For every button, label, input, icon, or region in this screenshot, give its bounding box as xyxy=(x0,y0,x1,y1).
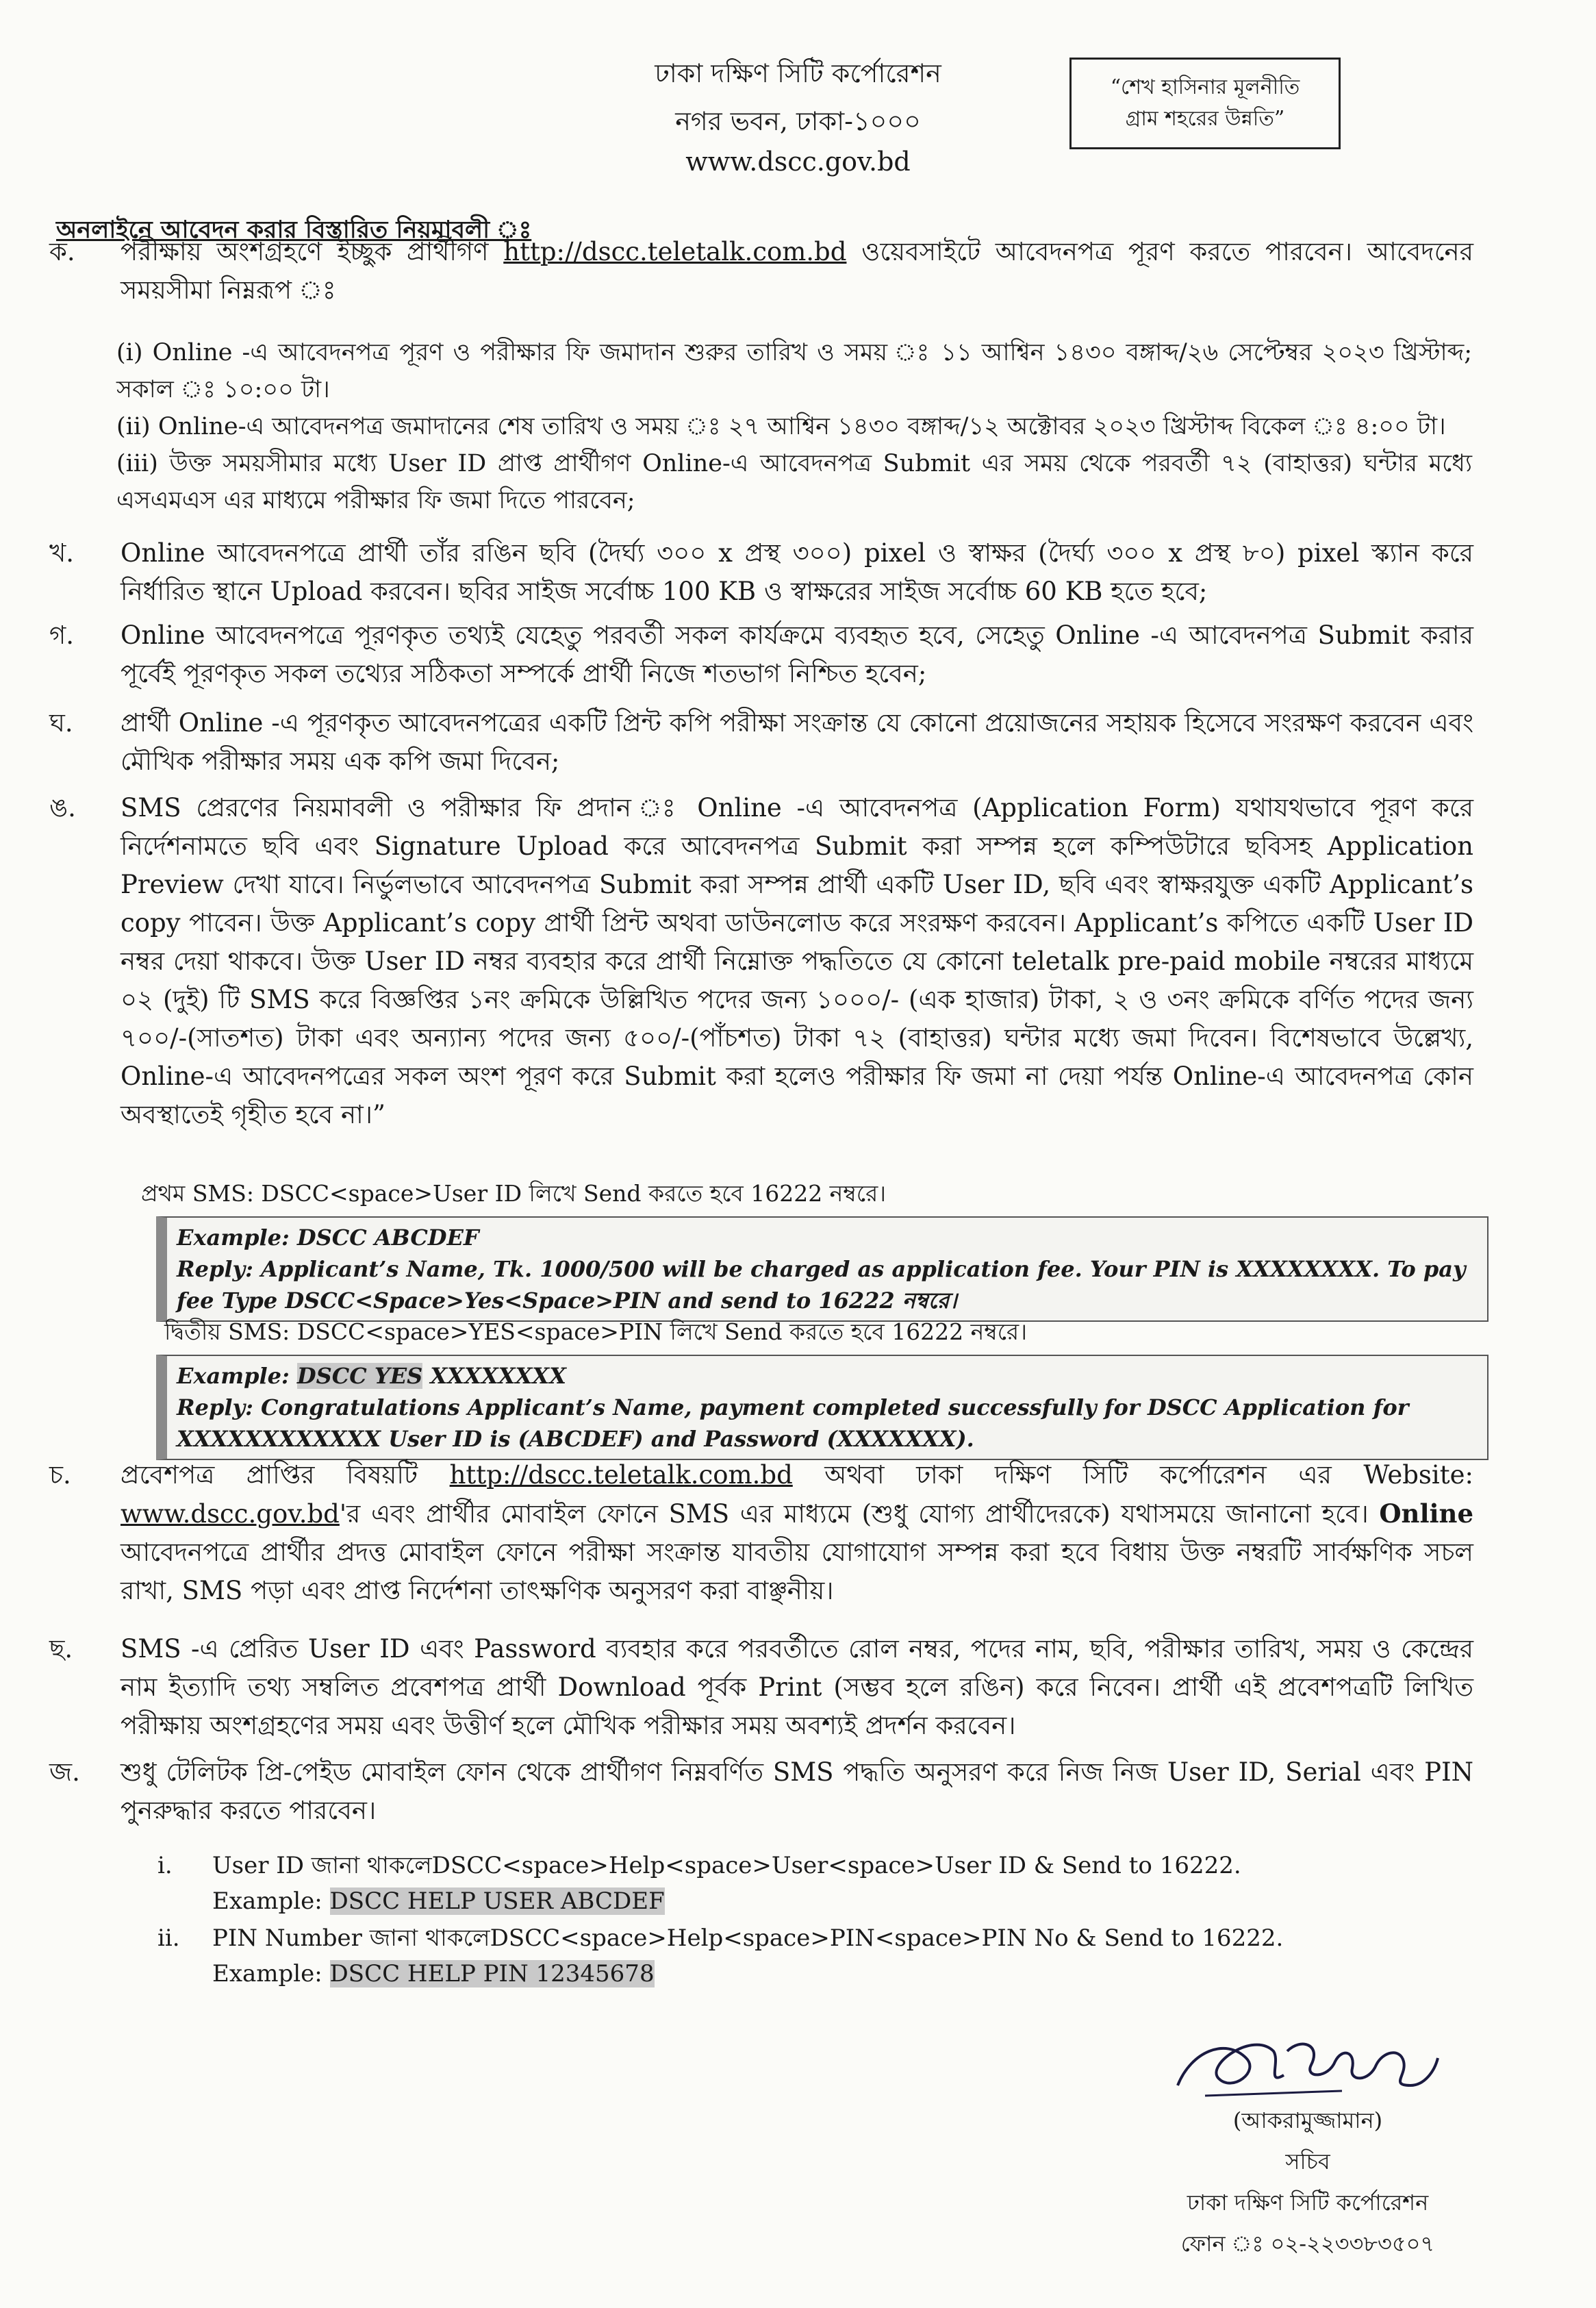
item-kha-text: Online আবেদনপত্রে প্রার্থী তাঁর রঙিন ছবি (দৈর্ঘ্য ৩০০ x প্রস্থ ৩০০) pixel ও স্বাক্ষর (দৈর্ঘ্য ৩০০ x প্রস্থ ৮০) pixel স্ক্যান করে নির্ধারিত স্থানে Upload করবেন। ছবির সাইজ সর্বোচ্চ 100 KB ও স্বাক্ষরের সাইজ সর্বোচ্চ 60 KB হতে হবে; xyxy=(121,538,1473,606)
motto-box xyxy=(1069,58,1341,149)
sms-example-box-1 xyxy=(156,1216,1489,1322)
list-marker: ii. xyxy=(157,1924,180,1952)
motto-line-2: গ্রাম শহরের উন্নতি” xyxy=(1125,107,1285,131)
recovery-pin-example: DSCC HELP PIN 12345678 xyxy=(329,1960,655,1987)
org-name: ঢাকা দক্ষিণ সিটি কর্পোরেশন xyxy=(655,58,941,88)
item-marker: ছ. xyxy=(49,1634,73,1664)
sms-reply-2: Reply: Congratulations Applicant’s Name, payment completed successfully for DSCC Application for XXXXXXXXXXXX User ID is (ABCDEF) and Password (XXXXXXX). xyxy=(177,1394,1409,1452)
recovery-userid-format: User ID জানা থাকলেDSCC<space>Help<space>User<space>User ID & Send to 16222. xyxy=(212,1852,1241,1879)
item-ja-text: শুধু টেলিটক প্রি-পেইড মোবাইল ফোন থেকে প্রার্থীগণ নিম্নবর্ণিত SMS পদ্ধতি অনুসরণ করে নিজ নিজ User ID, Serial এবং PIN পুনরুদ্ধার করতে পারবেন। xyxy=(121,1757,1473,1825)
recovery-userid xyxy=(157,1848,1390,1919)
item-cha-text-4: আবেদনপত্রে প্রার্থীর প্রদত্ত মোবাইল ফোনে পরীক্ষা সংক্রান্ত যাবতীয় যোগাযোগ সম্পন্ন করা হবে বিধায় উক্ত নম্বরটি সার্বক্ষণিক সচল রাখা, SMS পড়া এবং প্রাপ্ত নির্দেশনা তাৎক্ষণিক অনুসরণ করা বাঞ্ছনীয়। xyxy=(121,1538,1473,1605)
item-gha-text: প্রার্থী Online -এ পূরণকৃত আবেদনপত্রের একটি প্রিন্ট কপি পরীক্ষা সংক্রান্ত যে কোনো প্রয়োজনের সহায়ক হিসেবে সংরক্ষণ করবেন এবং মৌখিক পরীক্ষার সময় এক কপি জমা দিবেন; xyxy=(121,708,1473,776)
signatory-title: সচিব xyxy=(1285,2148,1330,2174)
item-cha xyxy=(49,1456,1473,1610)
second-sms-instruction: দ্বিতীয় SMS: DSCC<space>YES<space>PIN লিখে Send করতে হবে 16222 নম্বরে। xyxy=(164,1318,1028,1345)
item-gha xyxy=(49,704,1473,781)
item-marker: ঙ. xyxy=(49,793,76,823)
item-cha-text-3: 'র এবং প্রার্থীর মোবাইল ফোনে SMS এর মাধ্যমে (শুধু যোগ্য প্রার্থীদেরকে) যথাসময়ে জানানো হবে। xyxy=(339,1499,1380,1529)
recovery-pin xyxy=(157,1920,1390,1992)
item-marker: চ. xyxy=(49,1460,71,1490)
item-ka-ii: (ii) Online-এ আবেদনপত্র জমাদানের শেষ তারিখ ও সময় ঃ ২৭ আশ্বিন ১৪৩০ বঙ্গাব্দ/১২ অক্টোবর ২০২৩ খ্রিস্টাব্দ বিকেল ঃ ৪:০০ টা। xyxy=(116,413,1446,440)
item-marker: ঘ. xyxy=(49,708,73,738)
recovery-userid-example: DSCC HELP USER ABCDEF xyxy=(329,1887,665,1915)
item-marker: খ. xyxy=(49,538,75,568)
item-uma-text: SMS প্রেরণের নিয়মাবলী ও পরীক্ষার ফি প্রদান ঃ Online -এ আবেদনপত্র (Application Form) যথাযথভাবে পূরণ করে নির্দেশনামতে ছবি এবং Signature Upload করে আবেদনপত্র Submit করা সম্পন্ন হলে কম্পিউটারে ছবিসহ Application Preview দেখা যাবে। নির্ভুলভাবে আবেদনপত্র Submit করা সম্পন্ন প্রার্থী একটি User ID, ছবি এবং স্বাক্ষরযুক্ত একটি Applicant’s copy পাবেন। উক্ত Applicant’s copy প্রার্থী প্রিন্ট অথবা ডাউনলোড করে সংরক্ষণ করবেন। Applicant’s কপিতে একটি User ID নম্বর দেয়া থাকবে। উক্ত User ID নম্বর ব্যবহার করে প্রার্থী নিম্নোক্ত পদ্ধতিতে যে কোনো teletalk pre-paid mobile নম্বরের মাধ্যমে ০২ (দুই) টি SMS করে বিজ্ঞপ্তির ১নং ক্রমিকে উল্লিখিত পদের জন্য ১০০০/- (এক হাজার) টাকা, ২ ও ৩নং ক্রমিকে বর্ণিত পদের জন্য ৭০০/-(সাতশত) টাকা এবং অন্যান্য পদের জন্য ৫০০/-(পাঁচশত) টাকা ৭২ (বাহাত্তর) ঘন্টার মধ্যে জমা দিবেন। বিশেষভাবে উল্লেখ্য, Online-এ আবেদনপত্রের সকল অংশ পূরণ করে Submit করা হলেও পরীক্ষার ফি জমা না দেয়া পর্যন্ত Online-এ আবেদনপত্র কোন অবস্থাতেই গৃহীত হবে না।” xyxy=(121,793,1473,1129)
example-label: Example: xyxy=(212,1887,330,1915)
sms-reply-1: Reply: Applicant’s Name, Tk. 1000/500 will be charged as application fee. Your PIN is XXXXXXXX. To pay fee Type DSCC<Space>Yes<Space>PIN and send to 16222 নম্বরে। xyxy=(177,1256,1466,1314)
recovery-pin-format: PIN Number জানা থাকলেDSCC<space>Help<space>PIN<space>PIN No & Send to 16222. xyxy=(212,1924,1284,1952)
item-ka-text-2: ওয়েবসাইটে আবেদনপত্র পূরণ করতে পারবেন। আবেদনের সময়সীমা নিম্নরূপ ঃ xyxy=(121,237,1473,305)
teletalk-link[interactable]: http://dscc.teletalk.com.bd xyxy=(503,237,847,266)
item-marker: ক. xyxy=(49,237,75,266)
online-bold: Online xyxy=(1379,1498,1473,1529)
sms-example-1: Example: DSCC ABCDEF xyxy=(177,1225,479,1251)
example-label: Example: xyxy=(212,1960,330,1987)
sms-example-2-highlight: DSCC YES xyxy=(296,1363,423,1389)
item-chha xyxy=(49,1630,1473,1745)
item-ka-text: পরীক্ষায় অংশগ্রহণে ইচ্ছুক প্রার্থীগণ xyxy=(121,237,504,266)
org-website: www.dscc.gov.bd xyxy=(685,147,911,177)
item-ga-text: Online আবেদনপত্রে পূরণকৃত তথ্যই যেহেতু পরবর্তী সকল কার্যক্রমে ব্যবহৃত হবে, সেহেতু Online -এ আবেদনপত্র Submit করার পূর্বেই পূরণকৃত সকল তথ্যের সঠিকতা সম্পর্কে প্রার্থী নিজে শতভাগ নিশ্চিত হবেন; xyxy=(121,620,1473,688)
org-address: নগর ভবন, ঢাকা-১০০০ xyxy=(675,106,921,136)
item-marker: গ. xyxy=(49,620,75,650)
item-marker: জ. xyxy=(49,1757,80,1787)
section-title: অনলাইনে আবেদন করার বিস্তারিত নিয়মাবলী ঃ xyxy=(56,216,532,244)
item-ka xyxy=(49,233,1473,310)
sms-example-2-label: Example: xyxy=(177,1363,297,1389)
signatory-org: ঢাকা দক্ষিণ সিটি কর্পোরেশন xyxy=(1187,2190,1429,2216)
item-kha xyxy=(49,534,1473,611)
dscc-website-link[interactable]: www.dscc.gov.bd xyxy=(121,1499,340,1529)
sms-example-box-2 xyxy=(156,1355,1489,1460)
signatory-phone: ফোন ঃ ০২-২২৩৩৮৩৫০৭ xyxy=(1180,2231,1435,2257)
list-marker: i. xyxy=(157,1852,173,1879)
first-sms-instruction: প্রথম SMS: DSCC<space>User ID লিখে Send করতে হবে 16222 নম্বরে। xyxy=(141,1180,887,1207)
item-ka-i: (i) Online -এ আবেদনপত্র পূরণ ও পরীক্ষার ফি জমাদান শুরুর তারিখ ও সময় ঃ ১১ আশ্বিন ১৪৩০ বঙ্গাব্দ/২৬ সেপ্টেম্বর ২০২৩ খ্রিস্টাব্দ; সকাল ঃ ১০:০০ টা। xyxy=(116,339,1472,403)
item-ja xyxy=(49,1753,1473,1830)
item-ka-iii: (iii) উক্ত সময়সীমার মধ্যে User ID প্রাপ্ত প্রার্থীগণ Online-এ আবেদনপত্র Submit এর সময় থেকে পরবর্তী ৭২ (বাহাত্তর) ঘন্টার মধ্যে এসএমএস এর মাধ্যমে পরীক্ষার ফি জমা দিতে পারবেন; xyxy=(116,450,1472,514)
item-ga xyxy=(49,616,1473,693)
signatory-name: (আকরামুজ্জামান) xyxy=(1232,2107,1383,2133)
item-cha-text: প্রবেশপত্র প্রাপ্তির বিষয়টি xyxy=(121,1460,450,1490)
handwritten-signature xyxy=(1164,2010,1452,2113)
item-chha-text: SMS -এ প্রেরিত User ID এবং Password ব্যবহার করে পরবর্তীতে রোল নম্বর, পদের নাম, ছবি, পরীক্ষার তারিখ, সময় ও কেন্দ্রের নাম ইত্যাদি তথ্য সম্বলিত প্রবেশপত্র প্রার্থী Download পূর্বক Print (সম্ভব হলে রঙিন) করে নিবেন। প্রার্থী এই প্রবেশপত্রটি লিখিত পরীক্ষায় অংশগ্রহণের সময় এবং উত্তীর্ণ হলে মৌখিক পরীক্ষার সময় অবশ্যই প্রদর্শন করবেন। xyxy=(121,1634,1473,1740)
motto-line-1: “শেখ হাসিনার মূলনীতি xyxy=(1110,75,1300,99)
item-cha-text-2: অথবা ঢাকা দক্ষিণ সিটি কর্পোরেশন এর Website: xyxy=(792,1460,1473,1490)
teletalk-link[interactable]: http://dscc.teletalk.com.bd xyxy=(449,1460,793,1490)
sms-example-2-code: XXXXXXXX xyxy=(422,1363,566,1389)
item-uma xyxy=(49,789,1473,1134)
